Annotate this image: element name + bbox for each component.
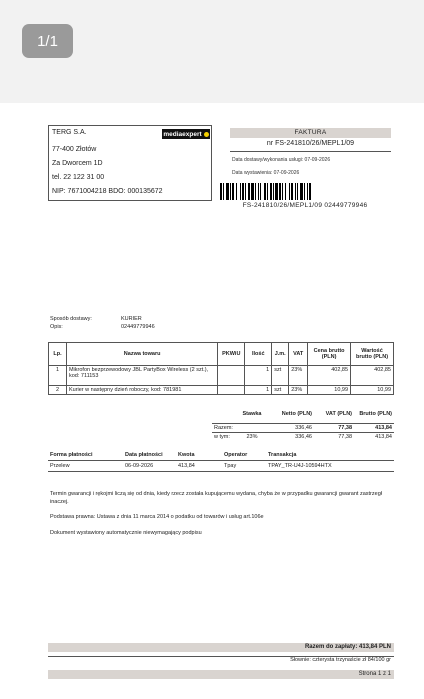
pay-operator: Tpay xyxy=(224,463,237,469)
page-footer xyxy=(48,670,394,679)
logo-dot-icon xyxy=(204,132,209,137)
seller-street: Za Dworcem 1D xyxy=(52,160,103,167)
seller-box xyxy=(48,125,212,201)
divider xyxy=(230,151,391,152)
pay-date: 06-09-2026 xyxy=(125,463,154,469)
cell-pkwiu xyxy=(218,386,245,395)
pay-h-amount: Kwota xyxy=(178,452,195,458)
cell-unit: szt xyxy=(272,366,289,386)
delivery-desc-label: Opis: xyxy=(50,324,63,330)
brand-logo xyxy=(162,129,210,139)
pay-h-form: Forma płatności xyxy=(50,452,93,458)
cell-vat: 23% xyxy=(289,366,308,386)
seller-postal: 77-400 Złotów xyxy=(52,146,97,153)
delivery-method-value: KURIER xyxy=(121,316,142,322)
header-qty: Ilość xyxy=(245,343,272,366)
delivery-desc-value: 02449779946 xyxy=(121,324,155,330)
seller-phone: tel. 22 122 31 00 xyxy=(52,174,105,181)
summary-h-vat: VAT (PLN) xyxy=(325,411,352,418)
pay-h-date: Data płatności xyxy=(125,452,163,458)
page-counter-badge[interactable]: 1/1 xyxy=(22,24,73,58)
cell-value: 402,85 xyxy=(351,366,394,386)
summary-rate-net: 336,46 xyxy=(295,433,312,440)
header-unit: J.m. xyxy=(272,343,289,366)
summary-h-rate: Stawka xyxy=(242,411,262,418)
header-pkwiu: PKWiU xyxy=(218,343,245,366)
header-name: Nazwa towaru xyxy=(66,343,217,366)
divider xyxy=(48,471,394,472)
summary-total-label: Razem: xyxy=(214,424,233,431)
auto-note: Dokument wystawiony automatycznie niewymagający podpisu xyxy=(50,530,202,536)
summary-rate-row xyxy=(212,432,394,441)
summary-total-rate xyxy=(238,423,266,432)
cell-lp: 2 xyxy=(49,386,67,395)
cell-qty: 1 xyxy=(245,366,272,386)
summary-total-vat: 77,38 xyxy=(338,424,352,431)
summary-rate-value: 23% xyxy=(246,433,258,440)
cell-qty: 1 xyxy=(245,386,272,395)
cell-name: Mikrofon bezprzewodowy JBL PartyBox Wireless (2 szt.), kod: 711153 xyxy=(66,366,217,386)
amount-in-words: Słownie: czterysta trzynaście zł 84/100 gr xyxy=(290,657,391,663)
header-vat: VAT xyxy=(289,343,308,366)
barcode-text: FS-241810/26/MEPL1/09 02449779946 xyxy=(242,202,368,209)
pay-h-operator: Operator xyxy=(224,452,248,458)
delivery-date: Data dostawy/wykonania usługi: 07-09-2026 xyxy=(232,157,331,163)
cell-pkwiu xyxy=(218,366,245,386)
table-row xyxy=(49,366,394,386)
total-to-pay-text: Razem do zapłaty: 413,84 PLN xyxy=(304,644,391,650)
summary-rate-label: w tym: xyxy=(214,433,230,440)
cell-lp: 1 xyxy=(49,366,67,386)
header-price: Cena brutto (PLN) xyxy=(308,343,351,366)
cell-value: 10,99 xyxy=(351,386,394,395)
summary-table xyxy=(212,406,394,441)
summary-h0 xyxy=(212,406,238,423)
pay-form: Przelew xyxy=(50,463,70,469)
summary-header-row xyxy=(212,406,394,423)
cell-unit: szt xyxy=(272,386,289,395)
seller-name: TERG S.A. xyxy=(52,129,87,136)
items-table xyxy=(48,342,394,395)
summary-h-net: Netto (PLN) xyxy=(281,411,312,418)
pay-transaction: TPAY_TR-U4J-10594HTX xyxy=(268,463,332,469)
summary-total-row xyxy=(212,423,394,432)
invoice-heading: FAKTURA xyxy=(230,128,391,138)
divider xyxy=(48,460,394,461)
legal-note: Podstawa prawna: Ustawa z dnia 11 marca 2014 o podatku od towarów i usług art.106e xyxy=(50,514,264,520)
header-lp: Lp. xyxy=(49,343,67,366)
warranty-note: Termin gwarancji i rękojmi liczą się od dnia, kiedy rzecz została kupującemu wydana, chyba że w przypadku gwarancji gwarant zastrzegł inaczej. xyxy=(50,491,382,505)
delivery-method-label: Sposób dostawy: xyxy=(50,316,92,322)
logo-text: mediaexpert xyxy=(163,130,202,138)
table-row xyxy=(49,386,394,395)
total-to-pay xyxy=(48,643,394,652)
summary-total-gross: 413,84 xyxy=(375,424,392,431)
cell-price: 10,99 xyxy=(308,386,351,395)
cell-price: 402,85 xyxy=(308,366,351,386)
pay-h-transaction: Transakcja xyxy=(268,452,297,458)
pay-amount: 413,84 xyxy=(178,463,195,469)
cell-name: Kurier w następny dzień roboczy, kod: 781981 xyxy=(66,386,217,395)
issue-date: Data wystawienia: 07-09-2026 xyxy=(232,170,300,176)
summary-rate-vat: 77,38 xyxy=(338,433,352,440)
summary-h-gross: Brutto (PLN) xyxy=(359,411,392,418)
summary-rate-gross: 413,84 xyxy=(375,433,392,440)
header-value: Wartość brutto (PLN) xyxy=(351,343,394,366)
table-header-row xyxy=(49,343,394,366)
seller-ids: NIP: 7671004218 BDO: 000135672 xyxy=(52,188,163,195)
barcode-image xyxy=(220,183,390,200)
cell-vat: 23% xyxy=(289,386,308,395)
page-number: Strona 1 z 1 xyxy=(358,671,391,677)
invoice-number: nr FS-241810/26/MEPL1/09 xyxy=(266,140,355,147)
barcode-bar xyxy=(311,183,312,200)
summary-total-net: 336,46 xyxy=(295,424,312,431)
